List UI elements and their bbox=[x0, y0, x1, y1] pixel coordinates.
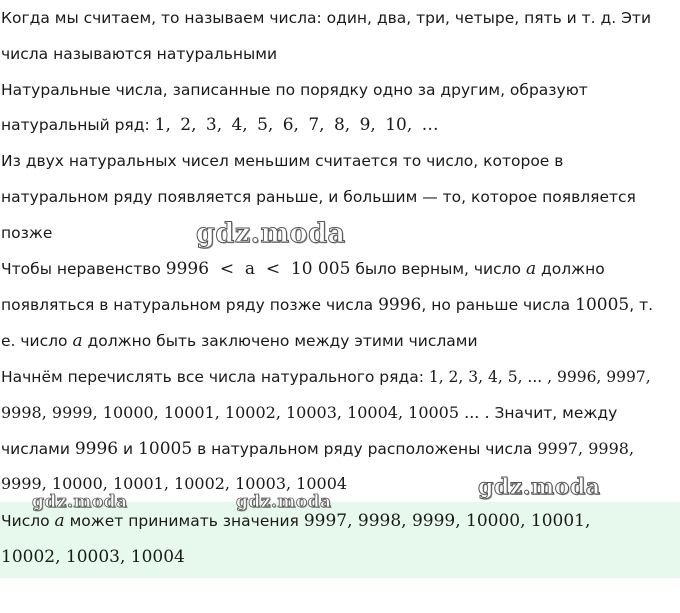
math-variable-a: a bbox=[72, 331, 83, 351]
math-variable-a: a bbox=[54, 511, 65, 531]
text-line-5 bbox=[1, 151, 563, 173]
math-sequence: 9997, 9998, 9999, 10000, 10001, bbox=[303, 511, 591, 531]
math-sequence: 9998, 9999, 10000, 10001, 10002, 10003, 10004, 10005 ... . bbox=[1, 403, 490, 422]
text: натуральный ряд: bbox=[1, 116, 155, 134]
math-inequality: 9996 < a < 10 005 bbox=[165, 259, 351, 279]
text: числами bbox=[1, 440, 75, 458]
text-line-2 bbox=[1, 44, 277, 66]
math-sequence: 9999, 10000, 10001, 10002, 10003, 10004 bbox=[1, 474, 348, 493]
text-line-12 bbox=[1, 403, 617, 425]
math-variable-a: a bbox=[525, 259, 537, 279]
text-line-8 bbox=[1, 259, 605, 281]
math-number: 10005 bbox=[138, 439, 193, 459]
text: е. число bbox=[1, 332, 73, 350]
math-number: 10005 bbox=[575, 295, 630, 315]
text: Из двух натуральных чисел меньшим считается то число, которое в bbox=[1, 152, 564, 170]
math-sequence: 10002, 10003, 10004 bbox=[1, 547, 185, 567]
text: Натуральные числа, записанные по порядку одно за другим, образуют bbox=[1, 81, 588, 99]
text: числа называются натуральными bbox=[1, 45, 278, 63]
text-line-1 bbox=[1, 8, 651, 30]
text: Чтобы неравенство bbox=[1, 260, 166, 278]
math-natural-series: 1, 2, 3, 4, 5, 6, 7, 8, 9, 10, … bbox=[154, 115, 439, 135]
text: должно bbox=[536, 260, 605, 278]
text-line-7 bbox=[1, 223, 52, 245]
text: было верным, число bbox=[350, 260, 526, 278]
answer-line-1 bbox=[1, 511, 590, 533]
text-line-14 bbox=[1, 474, 347, 496]
math-sequence: 1, 2, 3, 4, 5, ... , 9996, 9997, bbox=[428, 368, 651, 386]
text: Значит, между bbox=[489, 404, 618, 422]
text: Начнём перечислять все числа натурального ряда: bbox=[1, 368, 429, 386]
answer-line-2 bbox=[1, 547, 185, 569]
text: и bbox=[118, 440, 139, 458]
text: Число bbox=[1, 512, 55, 530]
text-line-9 bbox=[1, 295, 653, 317]
text-line-13 bbox=[1, 439, 634, 461]
watermark-logo: gdz.moda bbox=[236, 492, 332, 512]
text: натуральном ряду появляется раньше, и большим — то, которое появляется bbox=[1, 188, 636, 206]
text: появляться в натуральном ряду позже числа bbox=[1, 296, 379, 314]
watermark-logo: gdz.moda bbox=[196, 218, 346, 249]
text: в натуральном ряду расположены числа bbox=[192, 440, 538, 458]
math-number: 9996 bbox=[74, 439, 119, 459]
math-sequence: 9997, 9998, bbox=[537, 439, 635, 458]
text-line-3 bbox=[1, 80, 588, 102]
text: должно быть заключено между этими числами bbox=[82, 332, 478, 350]
text: , т. bbox=[629, 296, 654, 314]
text: может принимать значения bbox=[64, 512, 304, 530]
text-line-11 bbox=[1, 367, 651, 389]
text-line-10 bbox=[1, 331, 478, 353]
watermark-logo: gdz.moda bbox=[478, 474, 601, 500]
watermark-logo: gdz.moda bbox=[32, 492, 128, 512]
text: Когда мы считаем, то называем числа: один, два, три, четыре, пять и т. д. Эти bbox=[1, 9, 652, 27]
text: , но раньше числа bbox=[421, 296, 576, 314]
math-number: 9996 bbox=[378, 295, 422, 315]
text: позже bbox=[1, 224, 53, 242]
text-line-6 bbox=[1, 187, 636, 209]
text-line-4 bbox=[1, 115, 439, 137]
